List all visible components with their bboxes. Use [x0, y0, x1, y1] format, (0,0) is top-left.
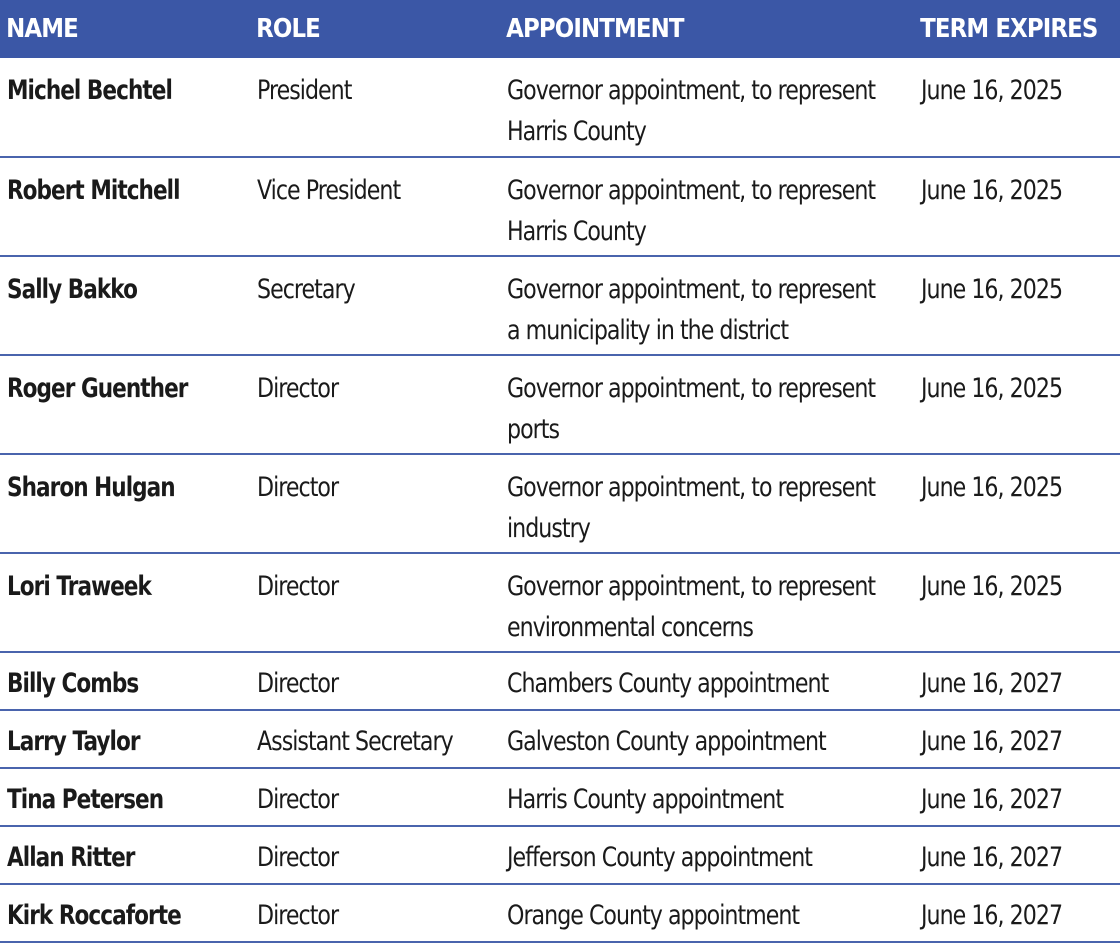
member-appointment: Jefferson County appointment [507, 842, 812, 873]
member-name-cell [0, 157, 250, 256]
appointment-line-1: Governor appointment, to represent [507, 75, 876, 106]
member-appointment-cell [500, 355, 914, 454]
appointment-line-2: ports [507, 414, 560, 445]
appointment-line-1: Governor appointment, to represent [507, 373, 876, 404]
table-row [0, 710, 1120, 768]
member-appointment [507, 70, 917, 152]
member-appointment [507, 269, 917, 351]
member-term-expires: June 16, 2027 [921, 842, 1063, 873]
member-name-cell [0, 826, 250, 884]
member-term-expires: June 16, 2025 [921, 175, 1063, 206]
member-term-expires: June 16, 2025 [921, 274, 1063, 305]
member-role-cell [250, 652, 500, 710]
member-appointment: Galveston County appointment [507, 726, 826, 757]
member-role-cell [250, 157, 500, 256]
header-role: ROLE [256, 14, 320, 44]
table-row [0, 157, 1120, 256]
member-appointment [507, 170, 917, 252]
member-term-expires: June 16, 2027 [921, 784, 1063, 815]
appointment-line-2: industry [507, 513, 590, 544]
member-name-cell [0, 58, 250, 157]
member-term-cell [914, 884, 1120, 942]
header-term-expires: TERM EXPIRES [920, 14, 1098, 44]
member-appointment-cell [500, 553, 914, 652]
table-header [0, 0, 1120, 58]
member-name-cell [0, 710, 250, 768]
member-role-cell [250, 58, 500, 157]
member-term-cell [914, 355, 1120, 454]
member-appointment: Chambers County appointment [507, 668, 829, 699]
table-row [0, 58, 1120, 157]
appointment-line-2: Harris County [507, 216, 646, 247]
member-appointment: Orange County appointment [507, 900, 800, 931]
member-appointment-cell [500, 157, 914, 256]
appointment-line-1: Governor appointment, to represent [507, 175, 876, 206]
member-role: Vice President [257, 175, 401, 206]
member-role: Director [257, 668, 339, 699]
member-name-cell [0, 256, 250, 355]
member-role: Director [257, 900, 339, 931]
table-row [0, 454, 1120, 553]
member-term-expires: June 16, 2025 [921, 373, 1063, 404]
member-name: Larry Taylor [7, 726, 140, 757]
member-term-cell [914, 652, 1120, 710]
member-appointment-cell [500, 826, 914, 884]
member-role-cell [250, 256, 500, 355]
member-appointment-cell [500, 454, 914, 553]
member-role: Assistant Secretary [257, 726, 453, 757]
member-term-cell [914, 58, 1120, 157]
member-appointment-cell [500, 58, 914, 157]
member-term-expires: June 16, 2027 [921, 900, 1063, 931]
member-appointment [507, 566, 917, 648]
appointment-line-2: environmental concerns [507, 612, 753, 643]
member-role-cell [250, 710, 500, 768]
member-term-expires: June 16, 2025 [921, 472, 1063, 503]
member-term-expires: June 16, 2027 [921, 668, 1063, 699]
table-body [0, 58, 1120, 942]
member-role-cell [250, 553, 500, 652]
header-appointment: APPOINTMENT [506, 14, 684, 44]
member-appointment-cell [500, 652, 914, 710]
table-row [0, 884, 1120, 942]
appointment-line-1: Governor appointment, to represent [507, 274, 876, 305]
member-role: Secretary [257, 274, 355, 305]
member-name: Allan Ritter [7, 842, 135, 873]
table-row [0, 256, 1120, 355]
member-role: President [257, 75, 352, 106]
member-appointment-cell [500, 256, 914, 355]
member-term-cell [914, 768, 1120, 826]
member-name: Tina Petersen [7, 784, 164, 815]
member-name-cell [0, 355, 250, 454]
member-name-cell [0, 652, 250, 710]
member-term-cell [914, 710, 1120, 768]
member-appointment-cell [500, 710, 914, 768]
table-row [0, 826, 1120, 884]
member-name-cell [0, 454, 250, 553]
member-role: Director [257, 842, 339, 873]
member-name: Billy Combs [7, 668, 139, 699]
member-term-expires: June 16, 2027 [921, 726, 1063, 757]
member-name: Sharon Hulgan [7, 472, 175, 503]
member-role: Director [257, 571, 339, 602]
appointment-line-1: Governor appointment, to represent [507, 472, 876, 503]
member-appointment-cell [500, 884, 914, 942]
member-term-expires: June 16, 2025 [921, 571, 1063, 602]
appointment-line-2: a municipality in the district [507, 315, 789, 346]
member-name: Roger Guenther [7, 373, 188, 404]
member-role-cell [250, 826, 500, 884]
member-role-cell [250, 768, 500, 826]
member-name-cell [0, 768, 250, 826]
header-name: NAME [6, 14, 78, 44]
member-term-expires: June 16, 2025 [921, 75, 1063, 106]
member-name-cell [0, 553, 250, 652]
header-row [0, 0, 1120, 58]
member-name: Kirk Roccaforte [7, 900, 181, 931]
member-role: Director [257, 472, 339, 503]
member-name: Sally Bakko [7, 274, 138, 305]
member-role-cell [250, 454, 500, 553]
member-appointment [507, 467, 917, 549]
member-appointment: Harris County appointment [507, 784, 784, 815]
member-role: Director [257, 373, 339, 404]
member-name-cell [0, 884, 250, 942]
member-role-cell [250, 355, 500, 454]
table-row [0, 768, 1120, 826]
member-term-cell [914, 826, 1120, 884]
table-row [0, 652, 1120, 710]
member-term-cell [914, 157, 1120, 256]
member-role: Director [257, 784, 339, 815]
member-term-cell [914, 553, 1120, 652]
table-row [0, 553, 1120, 652]
appointment-line-1: Governor appointment, to represent [507, 571, 876, 602]
member-name: Robert Mitchell [7, 175, 180, 206]
appointment-line-2: Harris County [507, 116, 646, 147]
member-role-cell [250, 884, 500, 942]
member-appointment [507, 368, 917, 450]
table-row [0, 355, 1120, 454]
member-appointment-cell [500, 768, 914, 826]
member-name: Michel Bechtel [7, 75, 172, 106]
member-term-cell [914, 454, 1120, 553]
member-name: Lori Traweek [7, 571, 151, 602]
member-term-cell [914, 256, 1120, 355]
